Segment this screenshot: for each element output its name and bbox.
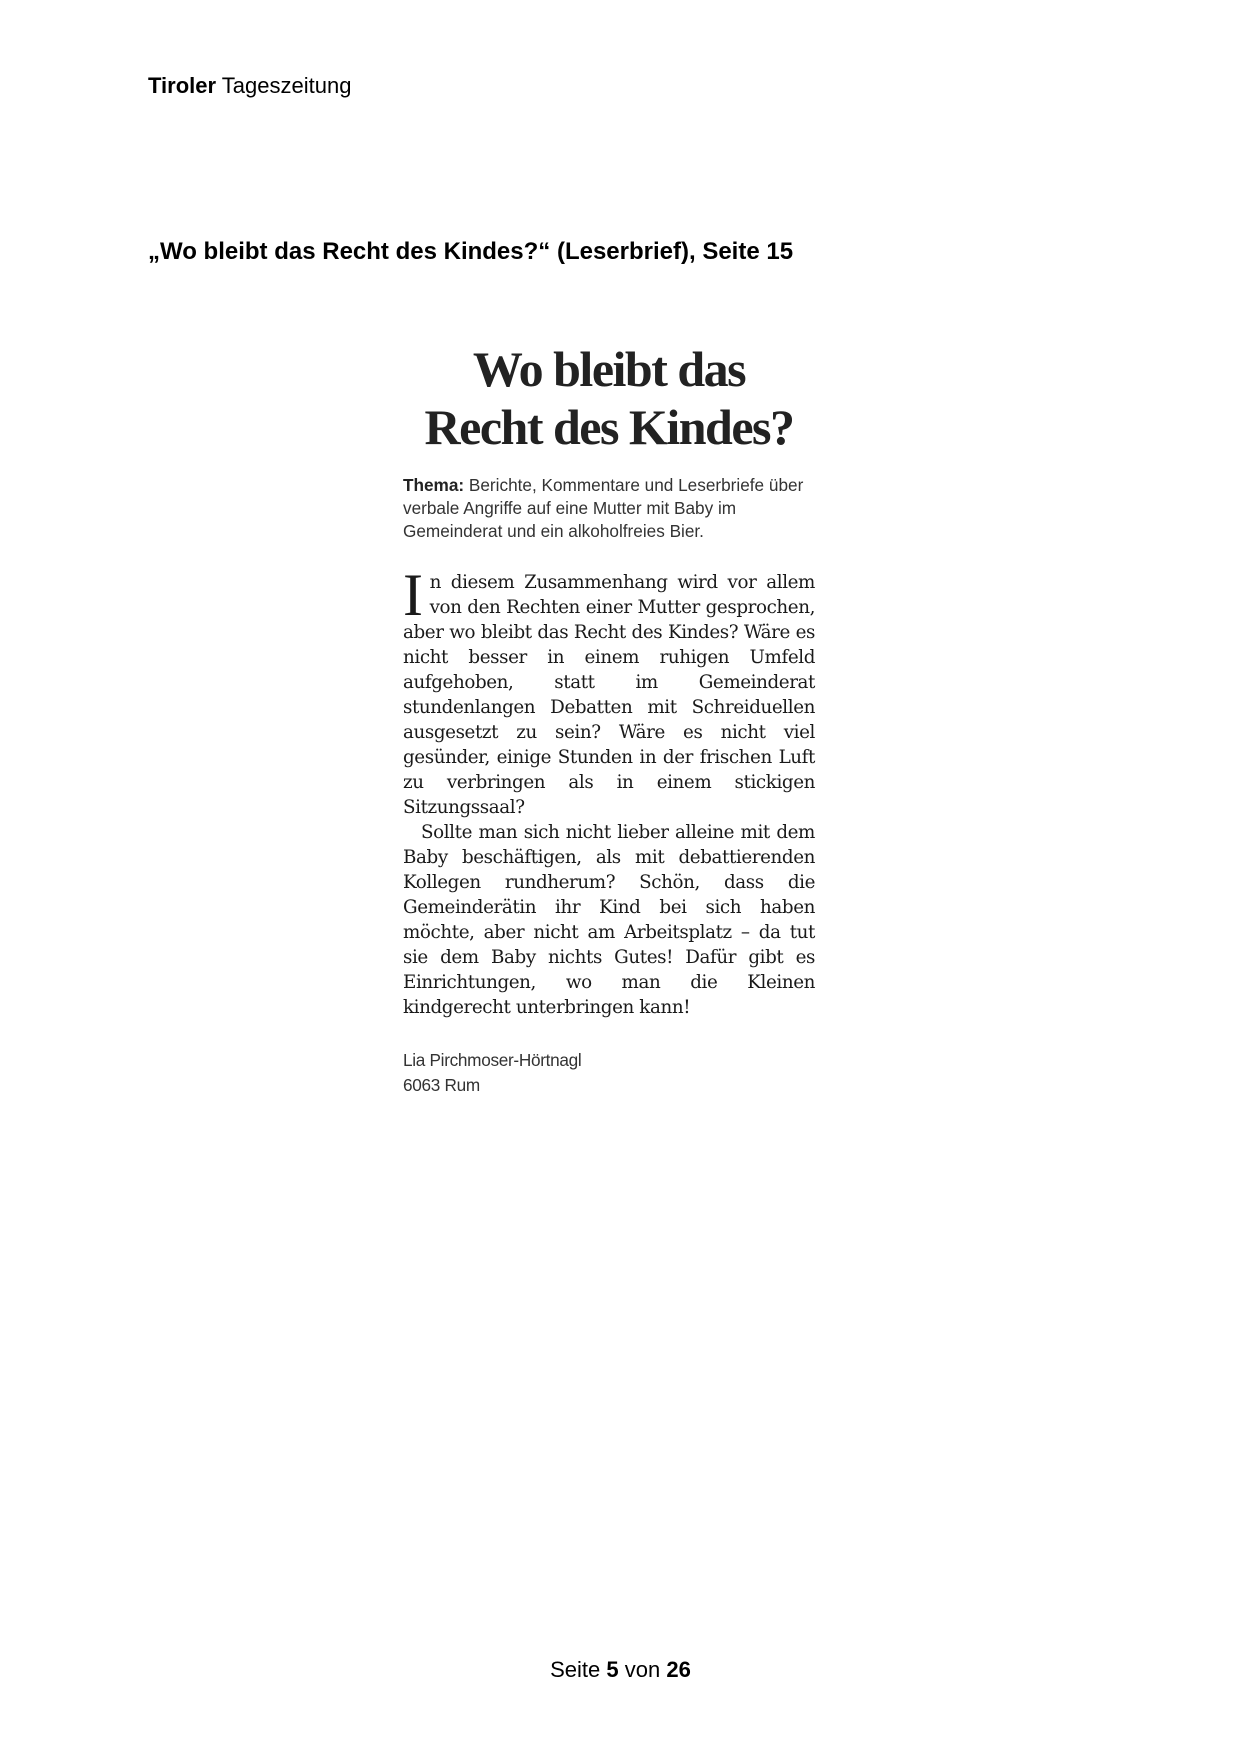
article-headline	[403, 340, 815, 456]
topic-text: Berichte, Kommentare und Leserbriefe über verbale Angriffe auf eine Mutter mit Baby im Gemeinderat und ein alkoholfreies Bier.	[403, 475, 804, 541]
paragraph-2: Sollte man sich nicht lieber alleine mit dem Baby beschäftigen, als mit debattierenden Kollegen rundherum? Schön, dass die Gemeinderätin ihr Kind bei sich haben möchte, aber nicht am Arbeitsplatz – da tut sie dem Baby nichts Gutes! Dafür gibt es Einrichtungen, wo man die Kleinen kindgerecht unterbringen kann!	[403, 822, 815, 1018]
page-number	[0, 1656, 1241, 1684]
author-name: Lia Pirchmoser-Hörtnagl	[403, 1050, 582, 1070]
headline-line-1: Wo bleibt das	[472, 341, 746, 397]
topic-label: Thema:	[403, 475, 465, 495]
brand-bold-text: Tiroler	[148, 73, 217, 98]
brand-regular-text: Tageszeitung	[221, 73, 352, 98]
page-separator: von	[624, 1657, 661, 1682]
paragraph-1	[403, 562, 815, 820]
article-body	[403, 562, 815, 1020]
newspaper-clipping	[403, 340, 815, 1098]
paragraph-1-text: n diesem Zusammenhang wird vor allem von den Rechten einer Mutter gesprochen, aber wo bleibt das Recht des Kindes? Wäre es nicht besser in einem ruhigen Umfeld aufgehoben, statt im Gemeinderat stundenlangen Debatten mit Schreiduellen ausgesetzt zu sein? Wäre es nicht viel gesünder, einige Stunden in der frischen Luft zu verbringen als in einem stickigen Sitzungssaal?	[403, 572, 815, 818]
headline-line-2: Recht des Kindes?	[424, 399, 794, 455]
page-total: 26	[666, 1657, 691, 1682]
document-title: „Wo bleibt das Recht des Kindes?“ (Leserbrief), Seite 15	[148, 238, 794, 265]
newspaper-brand	[148, 72, 351, 100]
page-current: 5	[606, 1657, 619, 1682]
author-signature	[403, 1048, 815, 1098]
page-prefix: Seite	[550, 1657, 601, 1682]
topic-box	[403, 474, 815, 543]
author-location: 6063 Rum	[403, 1075, 480, 1095]
drop-cap: I	[403, 562, 423, 628]
